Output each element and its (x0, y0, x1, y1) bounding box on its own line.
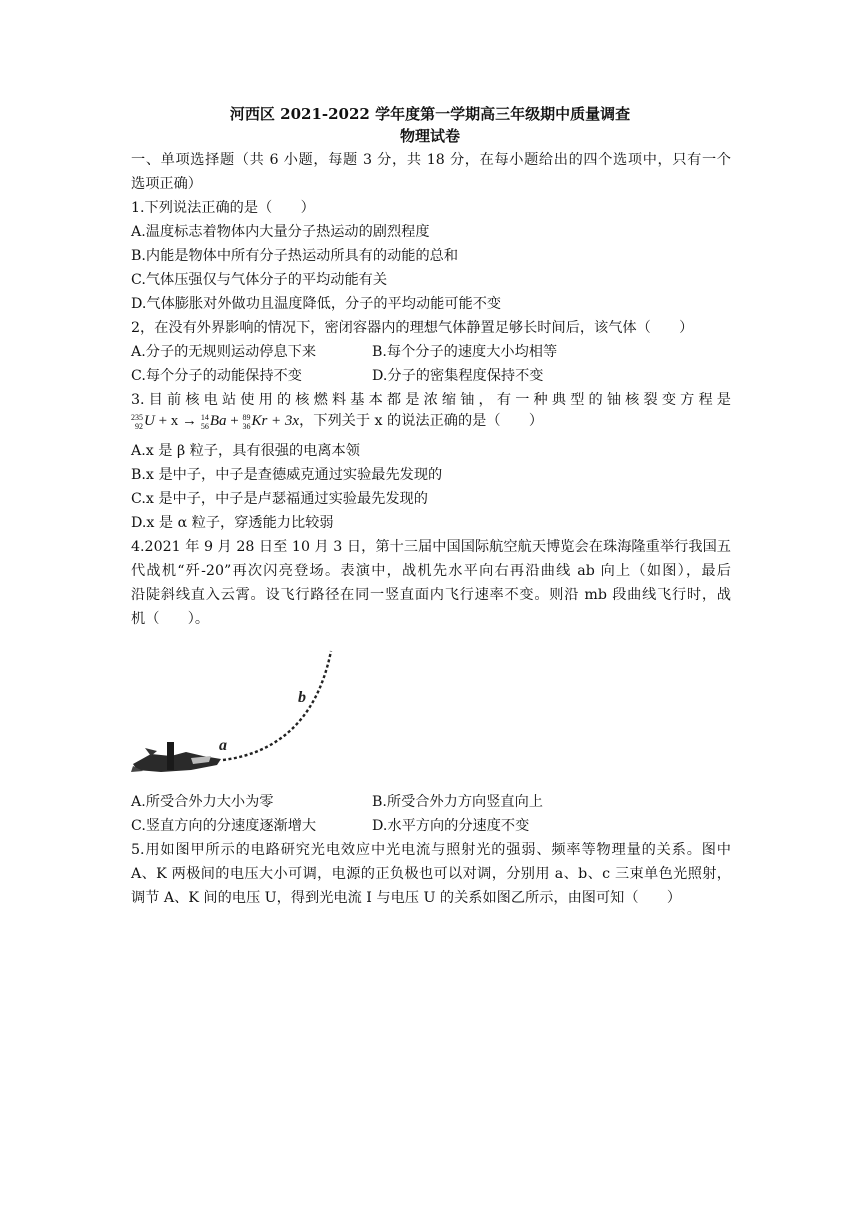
u-symbol: U (144, 413, 155, 429)
q3-option-c: C.x 是中子，中子是卢瑟福通过实验最先发现的 (131, 491, 428, 507)
exam-subtitle: 物理试卷 (399, 127, 460, 145)
plus-3x: + 3x (271, 413, 300, 429)
q2-stem: 2，在没有外界影响的情况下，密闭容器内的理想气体静置足够长时间后，该气体（ ） (131, 320, 694, 336)
flight-path-figure (131, 646, 351, 786)
ba-isotope-numbers: 14 56 (200, 412, 209, 431)
q3-option-d: D.x 是 α 粒子，穿透能力比较弱 (131, 515, 334, 531)
q2-option-d: D.分子的密集程度保持不变 (372, 368, 544, 384)
q4-option-a: A.所受合外力大小为零 (131, 794, 274, 810)
q5-line3: 调节 A、K 间的电压 U，得到光电流 I 与电压 U 的关系如图乙所示，由图可知（ ） (131, 890, 682, 906)
q1-option-b: B.内能是物体中所有分子热运动所具有的动能的总和 (131, 248, 459, 264)
q2-option-c: C.每个分子的动能保持不变 (131, 368, 302, 384)
plus-sign: + (230, 413, 239, 429)
q5-line1: 5.用如图甲所示的电路研究光电效应中光电流与照射光的强弱、频率等物理量的关系。图中 (131, 842, 731, 858)
q4-line1: 4.2021 年 9 月 28 日至 10 月 3 日，第十三届中国国际航空航天博览会在珠海隆重举行我国五 (131, 539, 731, 555)
q4-option-c: C.竖直方向的分速度逐渐增大 (131, 818, 317, 834)
q5-line2: A、K 两极间的电压大小可调，电源的正负极也可以对调，分别用 a、b、c 三束单色光照射， (131, 866, 731, 882)
q2-option-a: A.分子的无规则运动停息下来 (131, 344, 317, 360)
exam-title: 河西区 2021-2022 学年度第一学期高三年级期中质量调查 (229, 105, 631, 123)
kr-symbol: Kr (251, 413, 268, 429)
q3-stem-line1: 3.目前核电站使用的核燃料基本都是浓缩铀，有一种典型的铀核裂变方程是 (131, 392, 731, 408)
fighter-jet-icon (131, 742, 221, 772)
q1-stem: 1.下列说法正确的是（ ） (131, 200, 315, 216)
flight-path-curve (223, 651, 331, 760)
kr-isotope-numbers: 89 36 (242, 412, 251, 431)
section-intro-line2: 选项正确） (131, 176, 202, 192)
q4-line3: 沿陡斜线直入云霄。设飞行路径在同一竖直面内飞行速率不变。则沿 mb 段曲线飞行时，战 (131, 587, 731, 603)
q4-option-d: D.水平方向的分速度不变 (372, 818, 530, 834)
section-intro-line1: 一、单项选择题（共 6 小题，每题 3 分，共 18 分，在每小题给出的四个选项中，只有一个 (131, 152, 731, 168)
u-isotope-numbers: 235 92 (131, 412, 143, 431)
point-b-label: b (298, 689, 306, 706)
q3-option-b: B.x 是中子，中子是查德威克通过实验最先发现的 (131, 467, 443, 483)
q4-line2: 代战机“歼-20”再次闪亮登场。表演中，战机先水平向右再沿曲线 ab 向上（如图），最后 (131, 563, 731, 579)
q1-option-d: D.气体膨胀对外做功且温度降低，分子的平均动能可能不变 (131, 296, 502, 312)
ba-symbol: Ba (209, 413, 227, 429)
q3-option-a: A.x 是 β 粒子，具有很强的电离本领 (131, 443, 360, 459)
point-a-label: a (219, 737, 227, 754)
q1-option-c: C.气体压强仅与气体分子的平均动能有关 (131, 272, 388, 288)
q1-option-a: A.温度标志着物体内大量分子热运动的剧烈程度 (131, 224, 430, 240)
q4-option-b: B.所受合外力方向竖直向上 (372, 794, 543, 810)
q4-line4: 机（ ）。 (131, 611, 210, 627)
plus-x-arrow: + x → (158, 413, 198, 429)
q2-option-b: B.每个分子的速度大小均相等 (372, 344, 558, 360)
q3-stem-tail: ，下列关于 x 的说法正确的是（ ） (299, 413, 544, 429)
fission-equation (131, 410, 543, 436)
